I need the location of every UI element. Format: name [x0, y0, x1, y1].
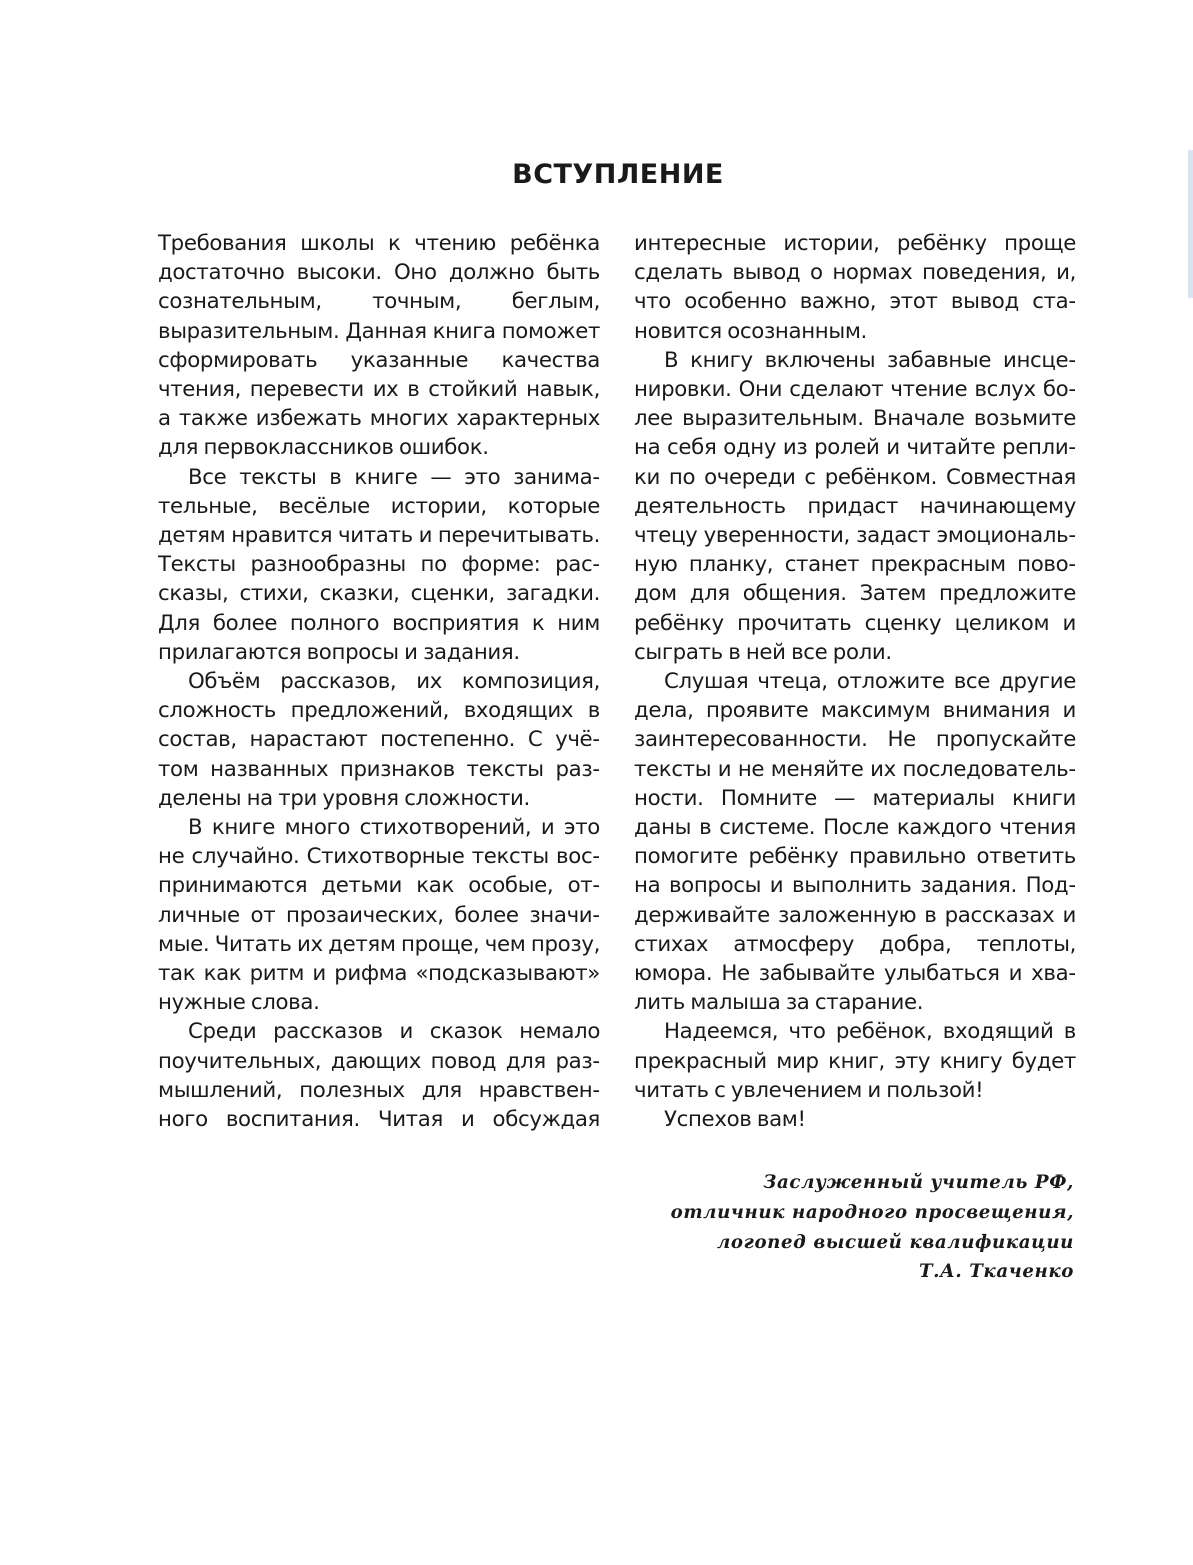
paragraph: Успехов вам! [664, 1107, 806, 1133]
signature-line: отличник народного просвещения, [670, 1201, 1074, 1223]
paragraph: Надеемся, что ребёнок, входящий в прекрасный мир книг, эту книгу будет читать с увлечением и пользой! [634, 1019, 1076, 1103]
paragraph: Объём рассказов, их композиция, сложность предложений, входящих в состав, нарастают постепенно. С учётом названных признаков тексты разделены на три уровня сложности. [158, 669, 600, 811]
author-signature [671, 1168, 1074, 1287]
text-column-left [158, 229, 600, 1134]
paragraph: Слушая чтеца, отложите все другие дела, проявите максимум внимания и заинтересованности. Не пропускайте тексты и не меняйте их последовательности. Помните — материалы книги даны в системе. После каждого чтения помогите ребёнку правильно ответить на вопросы и выполнить задания. Поддерживайте заложенную в рассказах и стихах атмосферу добра, теплоты, юмора. Не забывайте улыбаться и хвалить малыша за старание. [634, 669, 1076, 1016]
paragraph: Требования школы к чтению ребёнка достаточно высоки. Оно должно быть сознательным, точным, беглым, выразительным. Данная книга поможет сформировать указанные качества чтения, перевести их в стойкий навык, а также избежать многих характерных для первоклассников ошибок. [158, 231, 600, 461]
paragraph: Все тексты в книге — это занимательные, весёлые истории, которые детям нравится читать и перечитывать. Тексты разнообразны по форме: рассказы, стихи, сказки, сценки, загадки. Для более полного восприятия к ним прилагаются вопросы и задания. [158, 464, 600, 665]
text-column-right [634, 229, 1076, 1134]
paragraph: В книге много стихотворений, и это не случайно. Стихотворные тексты воспринимаются детьми как особые, отличные от прозаических, более значимые. Читать их детям проще, чем прозу, так как ритм и рифма «подсказывают» нужные слова. [158, 815, 600, 1016]
signature-line: Заслуженный учитель РФ, [763, 1172, 1074, 1193]
signature-line: логопед высшей квалификации [716, 1231, 1074, 1253]
paragraph: В книгу включены забавные инсценировки. Они сделают чтение вслух более выразительным. Вначале возьмите на себя одну из ролей и читайте реплики по очереди с ребёнком. Совместная деятельность придаст начинающему чтецу уверенности, задаст эмоциональную планку, станет прекрасным поводом для общения. Затем предложите ребёнку прочитать сценку целиком и сыграть в ней все роли. [634, 347, 1076, 665]
author-name: Т.А. Ткаченко [918, 1261, 1074, 1283]
paragraph: интересные истории, ребёнку проще сделать вывод о нормах поведения, и, что особенно важно, этот вывод становится осознанным. [634, 231, 1076, 344]
page-title: ВСТУПЛЕНИЕ [512, 159, 724, 190]
paragraph: Среди рассказов и сказок немало поучительных, дающих повод для размышлений, полезных для нравственного воспитания. Читая и обсуждая [158, 1019, 600, 1133]
